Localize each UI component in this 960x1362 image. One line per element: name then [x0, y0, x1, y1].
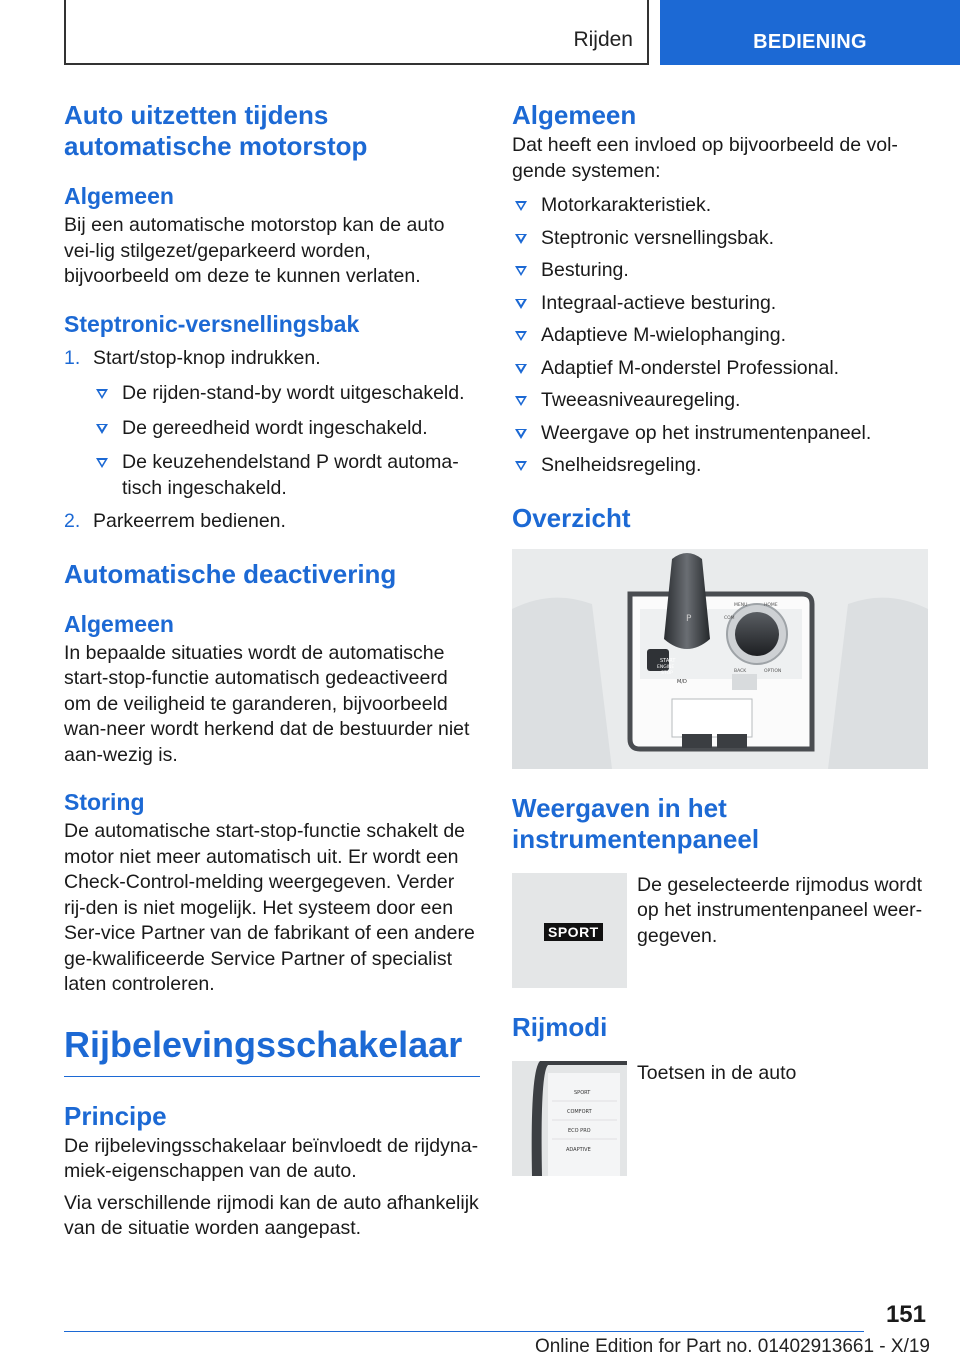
- mode-sport-label: SPORT: [574, 1089, 591, 1096]
- bullet-text: Adaptief M-onderstel Professional.: [541, 356, 840, 379]
- console-option-label: OPTION: [764, 668, 782, 674]
- triangle-bullet-icon: [515, 429, 527, 439]
- heading-rijmodi: Rijmodi: [512, 1011, 608, 1042]
- mode-buttons-illustration: [512, 1061, 627, 1176]
- list-item: [93, 381, 480, 407]
- heading-auto-uitzetten: Auto uitzetten tijdens automatische motorstop: [64, 100, 368, 161]
- mode-eco-pro-label: ECO PRO: [568, 1127, 591, 1134]
- bullet-text: De gereedheid wordt ingeschakeld.: [122, 416, 428, 439]
- paragraph-weergaven: De geselecteerde rijmodus wordt op het instrumentenpaneel weer-gegeven.: [637, 873, 923, 947]
- triangle-bullet-icon: [515, 201, 527, 211]
- bullet-text: De rijden-stand-by wordt uitgeschakeld.: [122, 382, 465, 404]
- console-gear-label: P: [686, 613, 692, 624]
- heading-overzicht: Overzicht: [512, 502, 631, 533]
- footer-edition: Online Edition for Part no. 01402913661 - X/19: [534, 1336, 930, 1357]
- sport-badge: SPORT: [544, 923, 603, 941]
- bullet-text: Integraal-actieve besturing.: [541, 291, 777, 314]
- bullet-text: De keuzehendelstand P wordt automa-tisch ingeschakeld.: [122, 451, 459, 499]
- console-md-label: M/D: [677, 678, 687, 685]
- step-text: Parkeerrem bedienen.: [93, 510, 286, 532]
- bullet-text: Steptronic versnellingsbak.: [541, 226, 775, 249]
- step-number: 2.: [64, 510, 81, 532]
- bullet-text: Weergave op het instrumentenpaneel.: [541, 421, 872, 444]
- console-home-label: HOME: [764, 602, 778, 608]
- console-engine-label: ENGINE: [657, 664, 675, 670]
- center-console-image: [512, 549, 928, 769]
- header-chapter: Rijden: [573, 28, 633, 51]
- heading-principe: Principe: [64, 1100, 167, 1131]
- steps-list: [64, 346, 480, 535]
- page-number: 151: [885, 1301, 926, 1328]
- rijmodi-row: [512, 1061, 928, 1176]
- heading-storing: Storing: [64, 789, 145, 815]
- bullet-text: Tweeasniveauregeling.: [541, 389, 741, 411]
- triangle-bullet-icon: [96, 424, 108, 434]
- console-start-label: START: [660, 657, 676, 664]
- paragraph-algemeen-1: Bij een automatische motorstop kan de auto vei-lig stilgezet/geparkeerd worden, bijvoorbeeld om deze te kunnen verlaten.: [64, 214, 445, 287]
- footer-divider: [64, 1331, 864, 1332]
- paragraph-principe-1: De rijbelevingsschakelaar beïnvloedt de rijdyna-miek-eigenschappen van de auto.: [64, 1134, 479, 1182]
- heading-rijbelevingsschakelaar: Rijbelevingsschakelaar: [64, 1024, 480, 1077]
- triangle-bullet-icon: [515, 299, 527, 309]
- mode-comfort-label: COMFORT: [567, 1108, 592, 1115]
- paragraph-algemeen-2: In bepaalde situaties wordt de automatische start-stop-functie automatisch gedeactiveerd om de veiligheid te garanderen, bijvoorbeeld wan-neer wordt herkend dat de bestuurder niet aan-wezig is.: [64, 641, 470, 766]
- list-item: [512, 388, 928, 414]
- header-chapter-box: [64, 0, 649, 65]
- triangle-bullet-icon: [96, 458, 108, 468]
- step-number: 1.: [64, 346, 81, 369]
- bullet-text: Besturing.: [541, 259, 629, 281]
- left-column: [64, 100, 480, 1242]
- heading-algemeen-3: Algemeen: [512, 100, 637, 130]
- step-text: Start/stop-knop indrukken.: [93, 346, 321, 369]
- header-section-tab: [660, 0, 960, 65]
- triangle-bullet-icon: [96, 389, 108, 399]
- step-bullets: [93, 381, 480, 501]
- paragraph-storing: De automatische start-stop-functie schakelt de motor niet meer automatisch uit. Er wordt een Check-Control-melding weergegeven. Verder rij-den is niet mogelijk. Het systeem door een Ser-vice Partner van de fabrikant of een andere ge-kwalificeerde Service Partner of specialist laten controleren.: [64, 820, 475, 995]
- heading-steptronic: Steptronic-versnellingsbak: [64, 310, 360, 337]
- mode-adaptive-label: ADAPTIVE: [566, 1146, 591, 1153]
- heading-automatische-deactivering: Automatische deactivering: [64, 558, 397, 589]
- systems-list: [512, 193, 928, 479]
- console-menu-label: MENU: [734, 602, 748, 608]
- console-com-label: COM: [724, 615, 735, 621]
- paragraph-principe-2: Via verschillende rijmodi kan de auto afhankelijk van de situatie worden aangepast.: [64, 1191, 479, 1239]
- list-item: [512, 421, 928, 447]
- triangle-bullet-icon: [515, 461, 527, 471]
- triangle-bullet-icon: [515, 331, 527, 341]
- list-item: [512, 193, 928, 219]
- list-item: [512, 258, 928, 284]
- console-stop-label: STOP: [661, 670, 673, 676]
- mode-buttons-image: [512, 1061, 627, 1176]
- list-item: [512, 356, 928, 382]
- heading-weergaven: Weergaven in het instrumentenpaneel: [512, 792, 760, 854]
- bullet-text: Motorkarakteristiek.: [541, 194, 712, 216]
- list-item: [512, 291, 928, 317]
- list-item: [512, 453, 928, 479]
- triangle-bullet-icon: [515, 266, 527, 276]
- bullet-text: Snelheidsregeling.: [541, 454, 702, 476]
- list-item: [93, 450, 480, 501]
- heading-algemeen-2: Algemeen: [64, 610, 174, 637]
- triangle-bullet-icon: [515, 364, 527, 374]
- list-item: [93, 416, 480, 442]
- paragraph-algemeen-3: Dat heeft een invloed op bijvoorbeeld de vol-gende systemen:: [512, 134, 898, 182]
- header-section-label: BEDIENING: [753, 31, 867, 53]
- list-item: [64, 509, 480, 535]
- right-column: [512, 100, 928, 1176]
- instrument-panel-image: [512, 873, 627, 988]
- weergaven-row: [512, 873, 928, 988]
- triangle-bullet-icon: [515, 396, 527, 406]
- center-console-illustration: [512, 549, 928, 769]
- list-item: [512, 226, 928, 252]
- heading-algemeen-1: Algemeen: [64, 183, 174, 209]
- list-item: [512, 323, 928, 349]
- paragraph-rijmodi: Toetsen in de auto: [637, 1061, 797, 1084]
- triangle-bullet-icon: [515, 234, 527, 244]
- list-item: [64, 346, 480, 502]
- console-back-label: BACK: [734, 668, 747, 674]
- bullet-text: Adaptieve M-wielophanging.: [541, 324, 786, 346]
